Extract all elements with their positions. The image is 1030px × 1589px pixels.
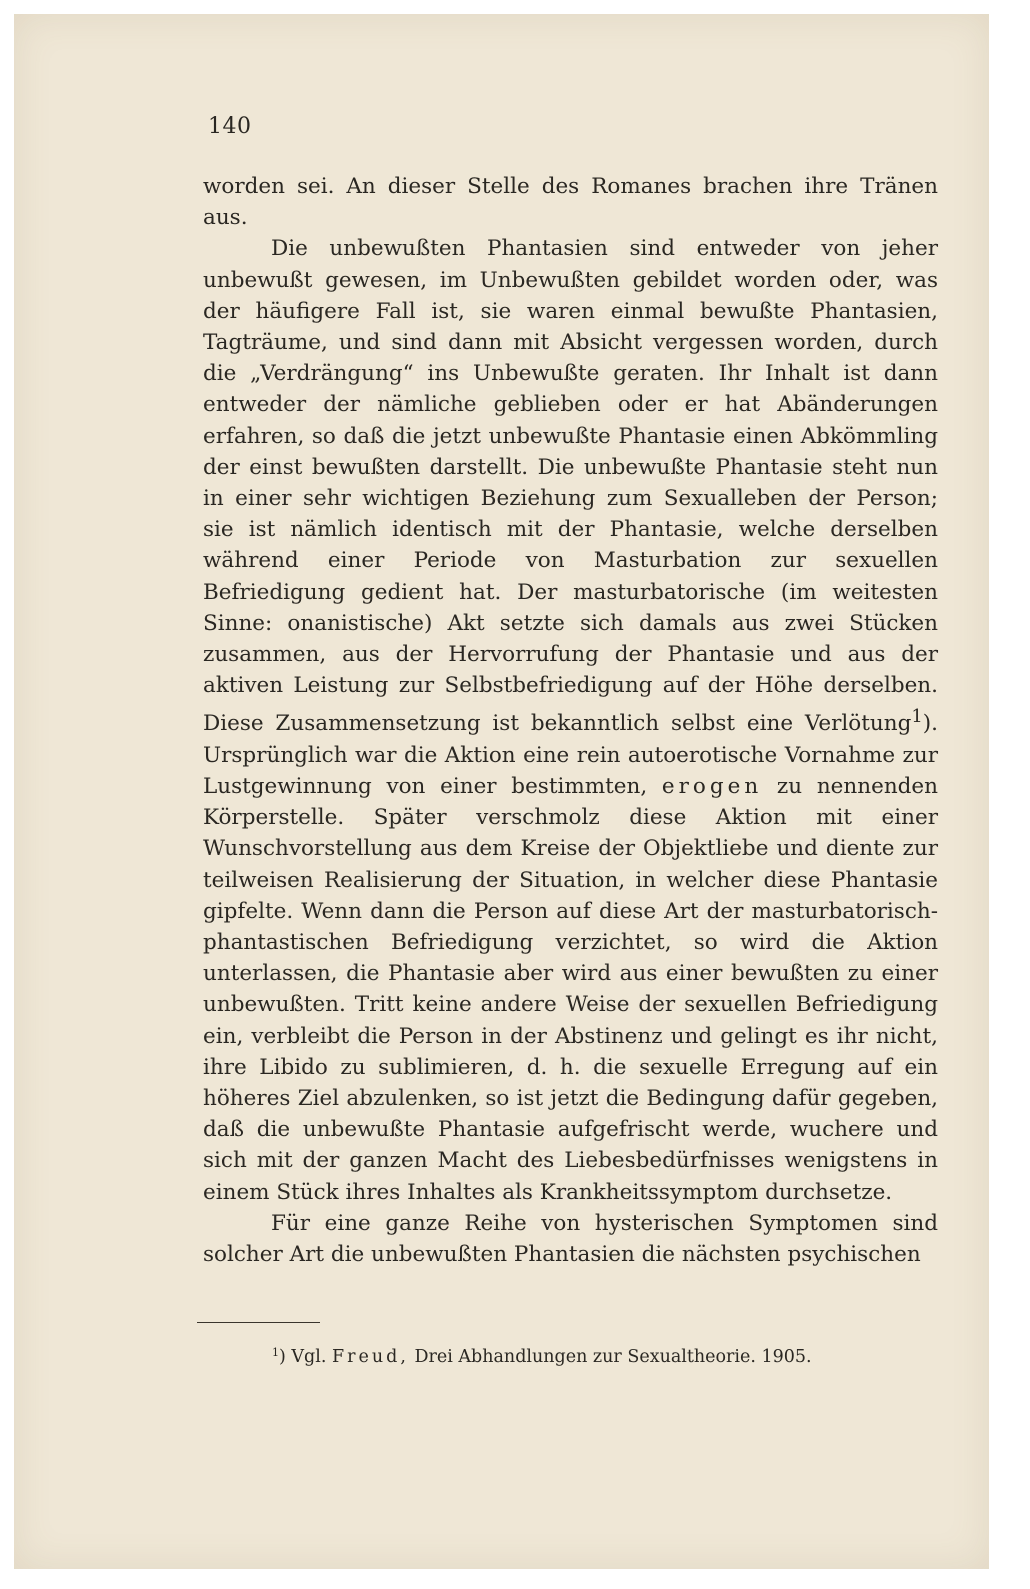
book-page [14,14,989,1569]
footnote-marker: 1 [272,1346,279,1359]
paragraph-text: zu nennenden Körperstelle. Später verschmolz diese Aktion mit einer Wunschvorstellung aus dem Kreise der Objektliebe und diente zur teilweisen Realisierung der Situation, in welcher diese Phantasie gipfelte. Wenn dann die Person auf diese Art der masturbatorisch-phantastischen Befriedigung verzichtet, so wird die Aktion unterlassen, die Phantasie aber wird aus einer bewußten zu einer unbewußten. Tritt keine andere Weise der sexuellen Befriedigung ein, verbleibt die Person in der Abstinenz und gelingt es ihr nicht, ihre Libido zu sublimieren, d. h. die sexuelle Erregung auf ein höheres Ziel abzulenken, so ist jetzt die Bedingung dafür gegeben, daß die unbewußte Phantasie aufgefrischt werde, wuchere und sich mit der ganzen Macht des Liebesbedürfnisses wenigstens in einem Stück ihres Inhaltes als Krankheitssymptom durchsetze. [203,774,939,1205]
footnote-prefix: Vgl. [291,1347,327,1367]
paragraph-continuation: worden sei. An dieser Stelle des Romanes brachen ihre Tränen aus. [203,174,938,231]
paragraph-unconscious-fantasies [203,233,938,1207]
footnote-title: Drei Abhandlungen zur Sexualtheorie. 1905. [414,1347,812,1367]
footnote-divider [197,1322,320,1323]
body-text [203,171,938,1270]
footnote-marker-paren: ) [279,1347,286,1367]
paragraph-text: Die unbewußten Phantasien sind entweder von jeher unbewußt gewesen, im Unbewußten gebildet worden oder, was der häufigere Fall ist, sie waren einmal bewußte Phantasien, Tagträume, und sind dann mit Absicht vergessen worden, durch die „Verdrängung“ ins Unbewußte geraten. Ihr Inhalt ist dann entweder der nämliche geblieben oder er hat Abänderungen erfahren, so daß die jetzt unbewußte Phantasie einen Abkömmling der einst bewußten darstellt. Die unbewußte Phantasie steht nun in einer sehr wichtigen Beziehung zum Sexualleben der Person; sie ist nämlich identisch mit der Phantasie, welche derselben während einer Periode von Masturbation zur sexuellen Befriedigung gedient hat. Der masturbatorische (im weitesten Sinne: onanistische) Akt setzte sich damals aus zwei Stücken zusammen, aus der Hervorrufung der Phantasie und aus der aktiven Leistung zur Selbstbefriedigung auf der Höhe derselben. Diese Zusammensetzung ist bekanntlich selbst eine Verlötung [203,236,938,737]
page-number: 140 [208,114,252,139]
paragraph-text: ). Ursprünglich war die Aktion eine rein autoerotische Vornahme zur Lustgewinnung von einer bestimmten, [203,711,938,800]
footnote [272,1342,812,1368]
footnote-author: Freud, [331,1347,409,1367]
footnote-reference: 1 [911,706,923,728]
emphasis-spaced: erogen [661,774,763,800]
paragraph-hysterical-symptoms: Für eine ganze Reihe von hysterischen Symptomen sind solcher Art die unbewußten Phantasien die nächsten psychischen [203,1210,938,1268]
